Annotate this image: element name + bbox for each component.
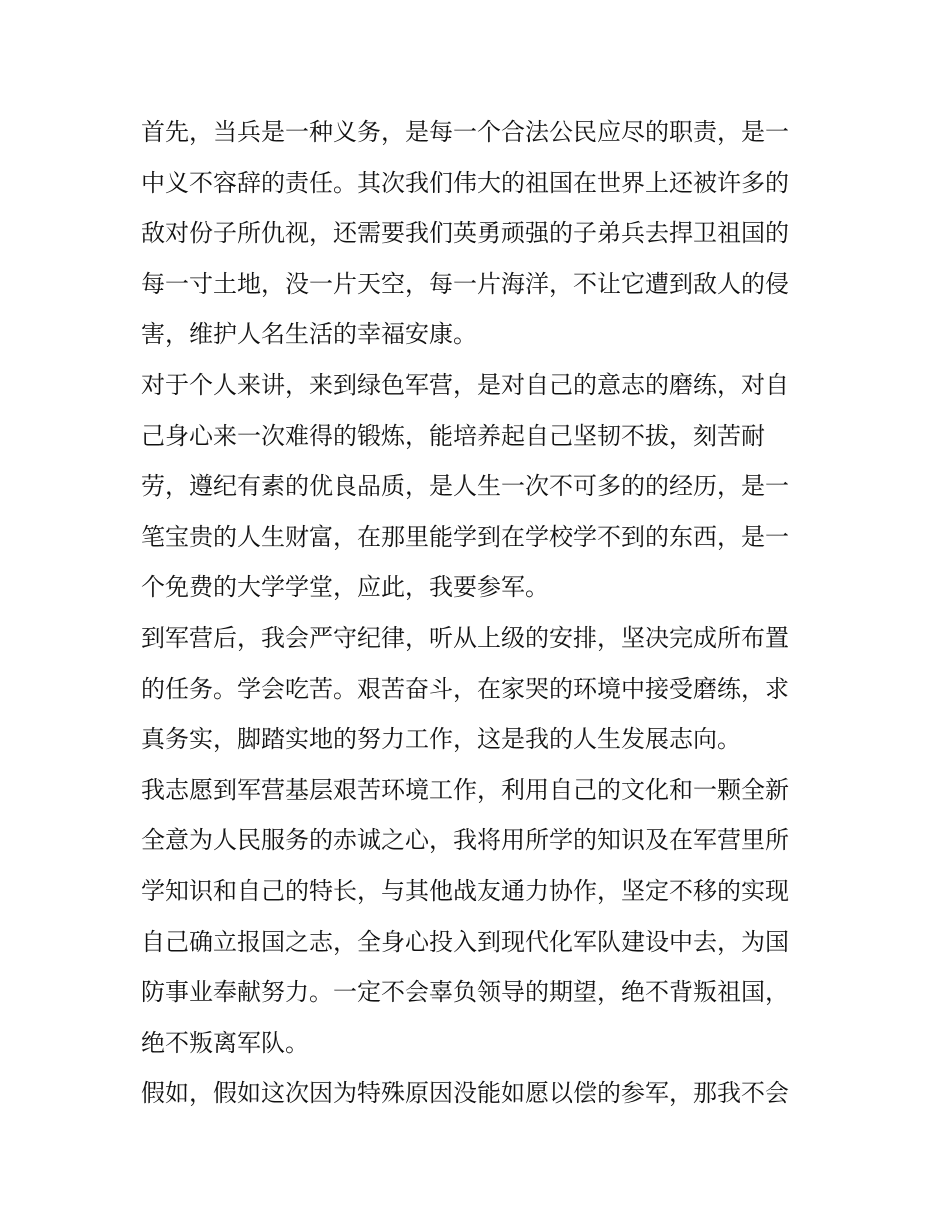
text-line: 首先，当兵是一种义务，是每一个合法公民应尽的职责，是一 (141, 118, 789, 146)
text-line: 笔宝贵的人生财富，在那里能学到在学校学不到的东西，是一 (141, 522, 789, 551)
text-line: 害，维护人名生活的幸福安康。 (141, 320, 477, 349)
text-line: 自己确立报国之志，全身心投入到现代化军队建设中去，为国 (141, 927, 789, 956)
text-line: 己身心来一次难得的锻炼，能培养起自己坚韧不拔，刻苦耐 (141, 421, 765, 450)
text-line: 对于个人来讲，来到绿色军营，是对自己的意志的磨练，对自 (141, 370, 789, 399)
text-line: 到军营后，我会严守纪律，听从上级的安排，坚决完成所布置 (141, 623, 789, 652)
text-line: 全意为人民服务的赤诚之心，我将用所学的知识及在军营里所 (141, 826, 789, 855)
text-line: 个免费的大学学堂，应此，我要参军。 (141, 573, 549, 602)
text-line: 假如，假如这次因为特殊原因没能如愿以偿的参军，那我不会 (141, 1079, 789, 1108)
text-line: 劳，遵纪有素的优良品质，是人生一次不可多的的经历，是一 (141, 472, 789, 501)
text-line: 中义不容辞的责任。其次我们伟大的祖国在世界上还被许多的 (141, 168, 789, 197)
text-line: 的任务。学会吃苦。艰苦奋斗，在家哭的环境中接受磨练，求 (141, 674, 789, 703)
text-line: 绝不叛离军队。 (141, 1028, 309, 1057)
text-line: 真务实，脚踏实地的努力工作，这是我的人生发展志向。 (141, 725, 741, 754)
text-line: 学知识和自己的特长，与其他战友通力协作，坚定不移的实现 (141, 876, 789, 905)
body-text (141, 107, 813, 1119)
text-line: 敌对份子所仇视，还需要我们英勇顽强的子弟兵去捍卫祖国的 (141, 219, 789, 248)
text-line: 防事业奉献努力。一定不会辜负领导的期望，绝不背叛祖国， (141, 978, 789, 1007)
text-line: 我志愿到军营基层艰苦环境工作，利用自己的文化和一颗全新 (141, 775, 789, 804)
text-line: 每一寸土地，没一片天空，每一片海洋，不让它遭到敌人的侵 (141, 269, 789, 298)
